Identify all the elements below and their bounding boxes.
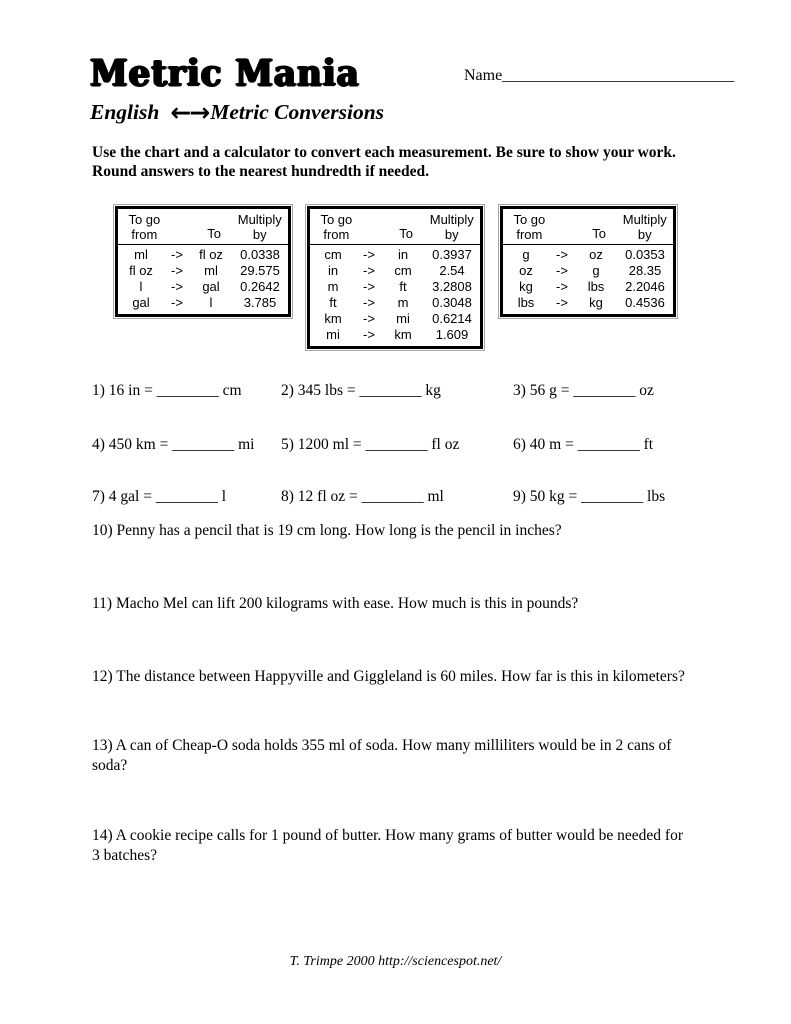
arrow-glyph: -> bbox=[556, 247, 568, 262]
from-unit: mi bbox=[326, 327, 340, 342]
multiplier-value: 3.785 bbox=[243, 295, 277, 310]
from-unit: gal bbox=[132, 295, 150, 310]
from-unit: l bbox=[139, 279, 143, 294]
arrow-glyph: -> bbox=[363, 247, 375, 262]
footer-credit: T. Trimpe 2000 http://sciencespot.net/ bbox=[289, 954, 502, 969]
multiplier-value: 1.609 bbox=[435, 327, 469, 342]
conversion-row bbox=[503, 279, 673, 295]
table-frame bbox=[307, 206, 483, 349]
multiplier-value: 0.3937 bbox=[432, 247, 472, 262]
to-unit: ft bbox=[399, 279, 407, 294]
header-to-go-from: To go from bbox=[513, 212, 546, 242]
multiplier-value: 28.35 bbox=[628, 263, 662, 278]
conversion-row bbox=[310, 295, 480, 311]
problem-4: 4) 450 km = ________ mi bbox=[92, 436, 255, 453]
problem-row-2 bbox=[92, 436, 653, 454]
conversion-row bbox=[118, 279, 288, 295]
problem-9: 9) 50 kg = ________ lbs bbox=[513, 488, 666, 505]
conversion-table-length bbox=[305, 204, 485, 351]
arrow-glyph: -> bbox=[171, 279, 183, 294]
from-unit: kg bbox=[519, 279, 533, 294]
header-to: To bbox=[207, 226, 221, 241]
table-header bbox=[118, 209, 288, 244]
table-header bbox=[310, 209, 480, 244]
to-unit: oz bbox=[589, 247, 603, 262]
instructions-line-2: Round answers to the nearest hundredth if needed. bbox=[92, 162, 430, 180]
to-unit: ml bbox=[204, 263, 218, 278]
conversion-row bbox=[310, 263, 480, 279]
to-unit: m bbox=[397, 295, 409, 310]
conversion-row bbox=[503, 263, 673, 279]
word-problem-line: 10) Penny has a pencil that is 19 cm long. How long is the pencil in inches? bbox=[92, 522, 562, 539]
conversion-row bbox=[310, 279, 480, 295]
conversion-row bbox=[118, 295, 288, 311]
multiplier-value: 0.3048 bbox=[432, 295, 472, 310]
conversion-table-volume bbox=[113, 204, 293, 319]
problem-5: 5) 1200 ml = ________ fl oz bbox=[281, 436, 460, 453]
header-multiply-by: Multiply by bbox=[622, 212, 667, 242]
arrow-glyph: -> bbox=[556, 279, 568, 294]
from-unit: oz bbox=[519, 263, 533, 278]
word-problem-line: 11) Macho Mel can lift 200 kilograms with ease. How much is this in pounds? bbox=[92, 595, 579, 612]
multiplier-value: 29.575 bbox=[240, 263, 280, 278]
problem-8: 8) 12 fl oz = ________ ml bbox=[281, 488, 444, 505]
arrow-glyph: -> bbox=[171, 295, 183, 310]
conversion-row bbox=[118, 247, 288, 263]
conversion-row bbox=[118, 263, 288, 279]
arrow-glyph: -> bbox=[363, 311, 375, 326]
from-unit: km bbox=[324, 311, 342, 326]
word-problem-14 bbox=[92, 826, 683, 865]
header-to: To bbox=[592, 226, 606, 241]
conversion-row bbox=[503, 247, 673, 263]
worksheet-title bbox=[90, 98, 384, 127]
to-unit: km bbox=[394, 327, 412, 342]
multiplier-value: 2.2046 bbox=[625, 279, 665, 294]
header-multiply-by: Multiply by bbox=[429, 212, 474, 242]
arrow-glyph: -> bbox=[363, 327, 375, 342]
instructions bbox=[92, 144, 676, 181]
name-blank-line: _____________________________ bbox=[502, 67, 735, 84]
arrow-glyph: -> bbox=[171, 247, 183, 262]
word-problem-line: 12) The distance between Happyville and Giggleland is 60 miles. How far is this in kilometers? bbox=[92, 668, 685, 685]
header-to-go-from: To go from bbox=[320, 212, 353, 242]
header-to-go-from: To go from bbox=[128, 212, 161, 242]
table-header bbox=[503, 209, 673, 244]
table-body bbox=[503, 244, 673, 314]
arrow-glyph: -> bbox=[556, 295, 568, 310]
to-unit: l bbox=[209, 295, 213, 310]
multiplier-value: 2.54 bbox=[439, 263, 465, 278]
to-unit: fl oz bbox=[199, 247, 223, 262]
double-arrow-icon: ←→ bbox=[170, 98, 209, 127]
arrow-glyph: -> bbox=[363, 279, 375, 294]
problem-6: 6) 40 m = ________ ft bbox=[513, 436, 654, 453]
arrow-glyph: -> bbox=[363, 295, 375, 310]
from-unit: fl oz bbox=[129, 263, 153, 278]
to-unit: mi bbox=[396, 311, 410, 326]
metric-mania-logo: Metric Mania bbox=[90, 52, 360, 96]
to-unit: kg bbox=[589, 295, 603, 310]
multiplier-value: 0.0338 bbox=[240, 247, 280, 262]
problem-7: 7) 4 gal = ________ l bbox=[92, 488, 227, 505]
conversion-row bbox=[310, 311, 480, 327]
conversion-row bbox=[310, 247, 480, 263]
table-body bbox=[310, 244, 480, 346]
name-line bbox=[464, 67, 734, 85]
arrow-glyph: -> bbox=[556, 263, 568, 278]
word-problem-line: soda? bbox=[92, 756, 128, 774]
arrow-glyph: -> bbox=[171, 263, 183, 278]
metric-conversions-label: Metric Conversions bbox=[210, 100, 385, 124]
problem-3: 3) 56 g = ________ oz bbox=[513, 382, 654, 399]
from-unit: in bbox=[327, 263, 339, 278]
table-body bbox=[118, 244, 288, 314]
to-unit: g bbox=[592, 263, 600, 278]
multiplier-value: 3.2808 bbox=[432, 279, 472, 294]
from-unit: cm bbox=[324, 247, 342, 262]
instructions-line-1: Use the chart and a calculator to convert each measurement. Be sure to show your work. bbox=[92, 144, 676, 161]
header-to: To bbox=[399, 226, 413, 241]
word-problem-12 bbox=[92, 667, 685, 687]
to-unit: gal bbox=[202, 279, 220, 294]
word-problem-line: 3 batches? bbox=[92, 846, 157, 864]
from-unit: g bbox=[522, 247, 530, 262]
header-multiply-by: Multiply by bbox=[237, 212, 282, 242]
multiplier-value: 0.4536 bbox=[625, 295, 665, 310]
from-unit: lbs bbox=[517, 295, 535, 310]
problem-1: 1) 16 in = ________ cm bbox=[92, 382, 242, 399]
multiplier-value: 0.6214 bbox=[432, 311, 472, 326]
arrow-glyph: -> bbox=[363, 263, 375, 278]
table-frame bbox=[500, 206, 676, 317]
to-unit: lbs bbox=[587, 279, 605, 294]
to-unit: cm bbox=[394, 263, 412, 278]
word-problem-line: 13) A can of Cheap-O soda holds 355 ml of soda. How many milliliters would be in 2 cans of bbox=[92, 737, 672, 754]
from-unit: ml bbox=[134, 247, 148, 262]
table-frame bbox=[115, 206, 291, 317]
word-problem-line: 14) A cookie recipe calls for 1 pound of butter. How many grams of butter would be needed for bbox=[92, 827, 683, 844]
word-problem-13 bbox=[92, 736, 671, 775]
conversion-row bbox=[503, 295, 673, 311]
from-unit: m bbox=[327, 279, 339, 294]
word-problem-11 bbox=[92, 594, 578, 614]
multiplier-value: 0.2642 bbox=[240, 279, 280, 294]
multiplier-value: 0.0353 bbox=[625, 247, 665, 262]
problem-2: 2) 345 lbs = ________ kg bbox=[281, 382, 441, 399]
word-problem-10 bbox=[92, 521, 562, 541]
english-label: English bbox=[90, 100, 160, 124]
problem-row-3 bbox=[92, 488, 665, 506]
to-unit: in bbox=[397, 247, 409, 262]
conversion-row bbox=[310, 327, 480, 343]
from-unit: ft bbox=[329, 295, 337, 310]
name-label: Name bbox=[464, 67, 503, 84]
problem-row-1 bbox=[92, 382, 654, 400]
conversion-table-mass bbox=[498, 204, 678, 319]
